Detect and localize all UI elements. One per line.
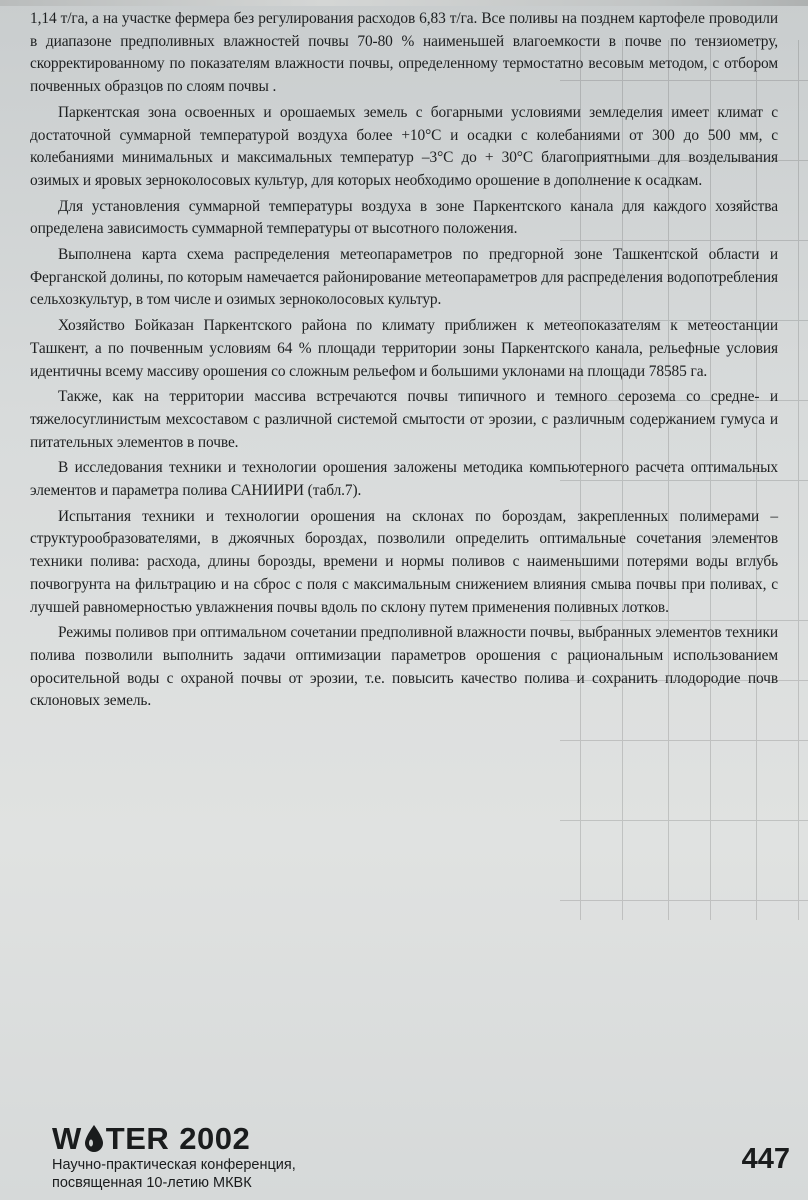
- page-top-edge: [0, 0, 808, 6]
- paragraph-4: Выполнена карта схема распределения метеопараметров по предгорной зоне Ташкентской области и Ферганской долины, по которым намечается районирование метеопараметров для распределения водопотребления сельхозкультур, в том числе и озимых зерноколосовых культур.: [30, 246, 778, 309]
- logo-wordmark: [52, 1122, 296, 1156]
- paragraph-3: Для установления суммарной температуры воздуха в зоне Паркентского канала для каждого хозяйства определена зависимость суммарной температуры от высотного положения.: [30, 197, 778, 238]
- paragraph-6: Также, как на территории массива встречаются почвы типичного и темного серозема со средне- и тяжелосуглинистым мехсоставом с различной системой смытости от эрозии, с различным содержанием гумуса и питательных элементов в почве.: [30, 388, 778, 451]
- conference-title-line1: Научно-практическая конференция,: [52, 1157, 296, 1173]
- paragraph-7: В исследования техники и технологии орошения заложены методика компьютерного расчета оптимальных элементов и параметра полива САНИИРИ (табл.7).: [30, 459, 778, 500]
- conference-title-line2: посвященная 10-летию МКВК: [52, 1174, 252, 1191]
- page-number: 447: [741, 1143, 790, 1175]
- paragraph-9: Режимы поливов при оптимальном сочетании предполивной влажности почвы, выбранных элементов техники полива позволили выполнить задачи оптимизации параметров орошения с рациональным использованием оросительной воды с охраной почвы от эрозии, т.е. повысить качество полива и сохранить плодородие почв склоновых земель.: [30, 624, 778, 710]
- conference-logo: [52, 1122, 296, 1191]
- body-text: [30, 8, 778, 716]
- logo-year: 2002: [179, 1121, 251, 1156]
- paragraph-2: Паркентская зона освоенных и орошаемых земель с богарными условиями земледелия имеет климат с достаточной суммарной температурой воздуха более +10°С и осадки с колебаниями от 300 до 500 мм, с колебаниями минимальных и максимальных температур –3°С до + 30°С благоприятными для возделывания озимых и яровых зерноколосовых культур, для которых необходимо орошение в дополнение к осадкам.: [30, 103, 778, 189]
- paragraph-5: Хозяйство Бойказан Паркентского района по климату приближен к метеопоказателям к метеостанции Ташкент, а по почвенным условиям 64 % площади территории зоны Паркентского канала, рельефные условия идентичны всему массиву орошения со сложным рельефом и большими уклонами на площади 78585 га.: [30, 317, 778, 380]
- logo-letter-w: W: [52, 1121, 82, 1156]
- logo-letters-rest: TER: [105, 1121, 170, 1156]
- water-drop-icon: [83, 1124, 105, 1154]
- paragraph-8: Испытания техники и технологии орошения на склонах по бороздам, закрепленных полимерами – структурообразователями, в джоячных бороздах, позволили определить оптимальные сочетания элементов техники полива: расхода, длины борозды, времени и нормы поливов с наименьшими потерями воды вглубь почвогрунта на фильтрацию и на сброс с поля с максимальным снижением влияния смыва почвы при поливах, с лучшей равномерностью увлажнения почвы вдоль по склону путем применения поливных лотков.: [30, 507, 778, 616]
- paragraph-1: 1,14 т/га, а на участке фермера без регулирования расходов 6,83 т/га. Все поливы на позднем картофеле проводили в диапазоне предполивных влажностей почвы 70-80 % наименьшей влагоемкости в почве по тензиометру, скорректированному по показателям влажности почвы, определенному термостатно весовым методом, с отбором почвенных образцов по слоям почвы .: [30, 10, 778, 96]
